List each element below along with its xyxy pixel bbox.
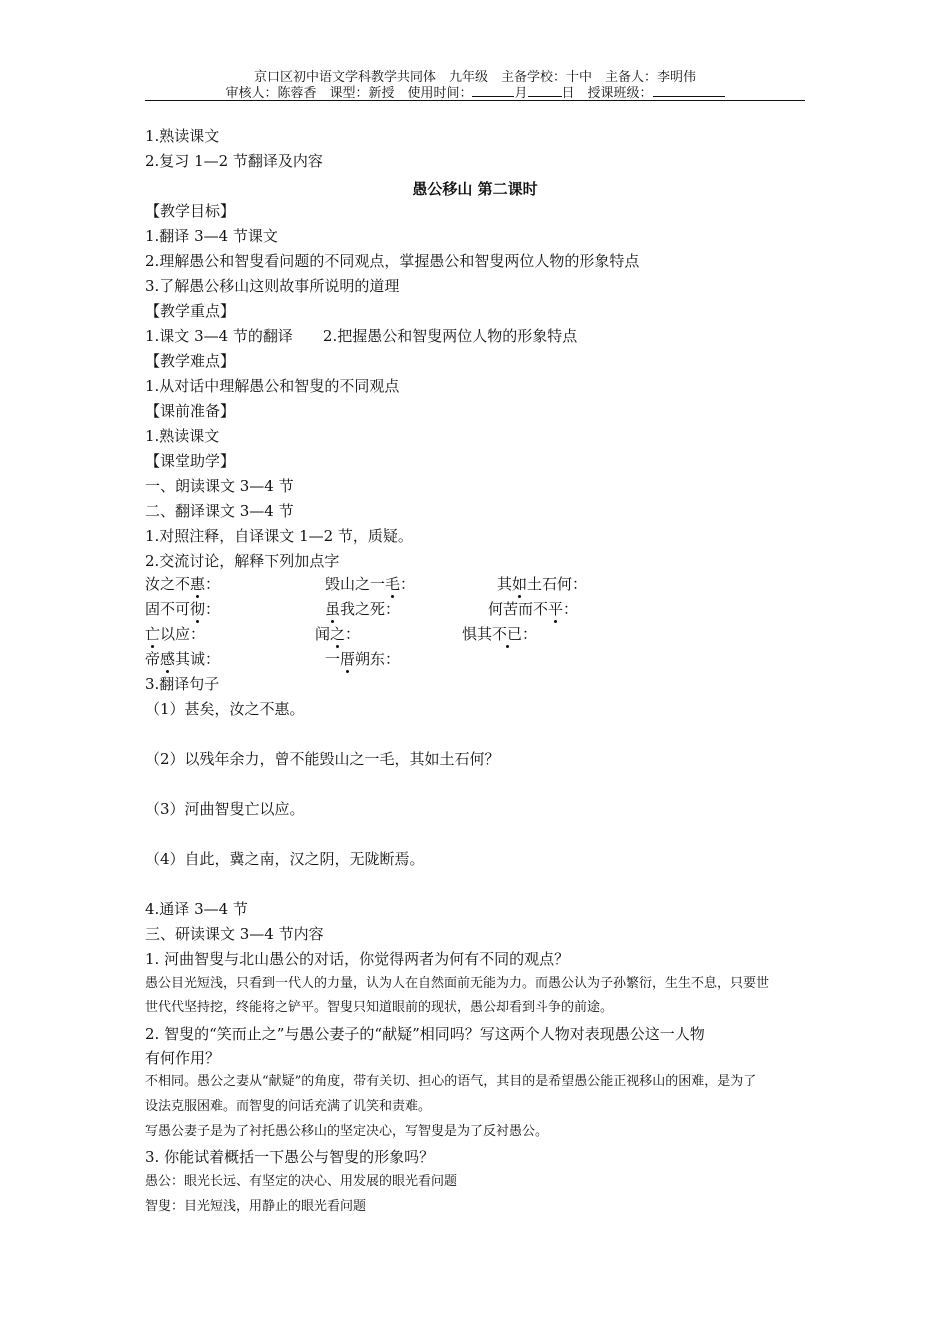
answer-1-line-2: 世代代坚持挖，终能将之铲平。智叟只知道眼前的现状，愚公却看到斗争的前途。 [145,1000,614,1015]
word-item: 一厝朔东： [325,650,401,668]
answer-2-line-1: 不相同。愚公之妻从“献疑”的角度，带有关切、担心的语气，其目的是希望愚公能正视移山的困难，是为了 [145,1074,757,1089]
section-2-step-1: 1.对照注释，自译课文 1—2 节，质疑。 [145,527,413,545]
dotted-char: 如 [512,575,528,593]
difficulties-item: 1.从对话中理解愚公和智叟的不同观点 [145,377,400,395]
header-line-2 [145,82,805,101]
month-blank [472,84,514,97]
answer-2-line-3: 写愚公妻子是为了衬托愚公移山的坚定决心，写智叟是为了反衬愚公。 [145,1124,549,1139]
word-item: 虽我之死： [325,600,401,618]
word-item: 闻之： [315,625,361,643]
dotted-char: 之 [330,625,346,643]
key-points-item: 1.课文 3—4 节的翻译 2.把握愚公和智叟两位人物的形象特点 [145,327,578,345]
full-translation-step: 4.通译 3—4 节 [145,900,248,918]
question-3: 3. 你能试着概括一下愚公与智叟的形象吗？ [145,1148,435,1166]
question-2-line-2: 有何作用？ [145,1049,221,1067]
answer-3-line-1: 愚公：眼光长远、有坚定的决心、用发展的眼光看问题 [145,1174,458,1189]
sentence-4: （4）自此，冀之南，汉之阴，无陇断焉。 [145,850,425,868]
prep-item-2: 2.复习 1—2 节翻译及内容 [145,152,323,170]
preparation-item: 1.熟读课文 [145,427,220,445]
word-item: 帝感其诚： [145,650,221,668]
word-item: 其如土石何： [497,575,588,593]
sentence-1: （1）甚矣，汝之不惠。 [145,700,305,718]
goal-item-2: 2.理解愚公和智叟看问题的不同观点，掌握愚公和智叟两位人物的形象特点 [145,252,640,270]
key-points-heading: 【教学重点】 [145,302,236,320]
question-1: 1. 河曲智叟与北山愚公的对话，你觉得两者为何有不同的观点？ [145,950,570,968]
word-item: 毁山之一毛： [325,575,416,593]
study-heading: 三、研读课文 3—4 节内容 [145,925,324,943]
sentences-heading: 3.翻译句子 [145,675,220,693]
header-line-1: 京口区初中语文学科教学共同体 九年级 主备学校：十中 主备人：李明伟 [253,70,696,85]
word-item: 亡以应： [145,625,206,643]
classroom-heading: 【课堂助学】 [145,452,236,470]
sentence-3: （3）河曲智叟亡以应。 [145,800,305,818]
answer-2-line-2: 设法克服困难。而智叟的问话充满了讥笑和责难。 [145,1099,432,1114]
word-item: 汝之不惠： [145,575,221,593]
preparation-heading: 【课前准备】 [145,402,236,420]
prep-item-1: 1.熟读课文 [145,127,220,145]
word-item: 固不可彻： [145,600,221,618]
dotted-char: 亡 [145,625,161,643]
goal-item-3: 3.了解愚公移山这则故事所说明的道理 [145,277,400,295]
dotted-char: 平 [548,600,564,618]
word-item: 何苦而不平： [488,600,579,618]
lesson-title: 愚公移山 第二课时 [412,180,538,198]
dotted-char: 感 [160,650,176,668]
header-day-class-label: 日 授课班级： [561,86,653,101]
difficulties-heading: 【教学难点】 [145,352,236,370]
dotted-char: 惠 [190,575,206,593]
dotted-char: 厝 [340,650,356,668]
dotted-char: 虽 [325,600,341,618]
answer-3-line-2: 智叟：目光短浅，用静止的眼光看问题 [145,1199,367,1214]
goals-heading: 【教学目标】 [145,202,236,220]
dotted-char: 毛 [385,575,401,593]
question-2-line-1: 2. 智叟的“笑而止之”与愚公妻子的“献疑”相同吗？写这两个人物对表现愚公这一人物 [145,1025,705,1043]
sentence-2: （2）以残年余力，曾不能毁山之一毛，其如土石何？ [145,750,500,768]
section-2-step-2: 2.交流讨论，解释下列加点字 [145,552,340,570]
header-month-label: 月 [514,86,528,101]
dotted-char: 不已 [492,625,523,643]
answer-1-line-1: 愚公目光短浅，只看到一代人的力量，认为人在自然面前无能为力。而愚公认为子孙繁衍，生生不息，只要世 [145,976,770,991]
dotted-char: 彻 [190,600,206,618]
section-2-translate: 二、翻译课文 3—4 节 [145,502,294,520]
word-item: 惧其不已： [462,625,538,643]
header-rule [145,100,805,101]
day-blank [528,84,562,97]
header-reviewer-info: 审核人：陈蓉香 课型：新授 使用时间： [225,86,473,101]
class-blank [653,84,725,97]
goal-item-1: 1.翻译 3—4 节课文 [145,227,278,245]
section-1-read-aloud: 一、朗读课文 3—4 节 [145,477,294,495]
